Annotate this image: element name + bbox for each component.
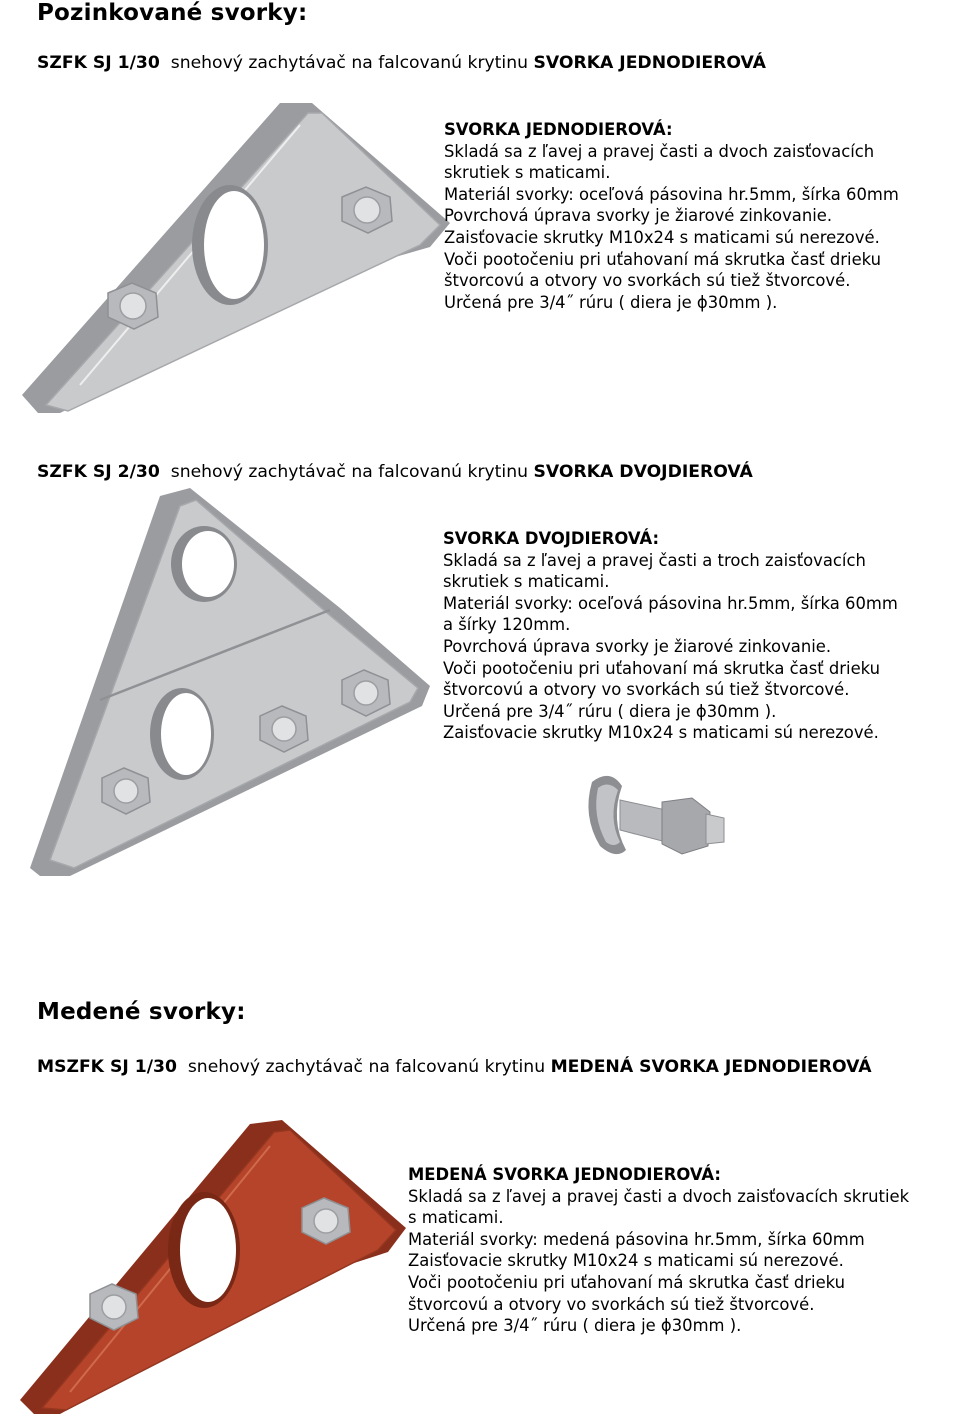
- product-line-szfk-sj-2-30: [37, 462, 753, 482]
- description-line: Určená pre 3/4˝ rúru ( diera je ϕ30mm ).: [443, 701, 777, 721]
- carriage-bolt-image: [582, 764, 732, 864]
- description-line: skrutiek s maticami.: [443, 572, 610, 592]
- description-line: Určená pre 3/4˝ rúru ( diera je ϕ30mm ).: [408, 1316, 742, 1336]
- description-zinc-double: [443, 528, 898, 744]
- clamp-hole-inner: [161, 693, 211, 775]
- description-line: Voči pootočeniu pri uťahovaní má skrutka časť drieku: [444, 249, 882, 269]
- clamp-hole-inner: [204, 191, 264, 299]
- description-line: Zaisťovacie skrutky M10x24 s maticami sú nerezové.: [408, 1251, 844, 1271]
- description-line: Povrchová úprava svorky je žiarové zinkovanie.: [443, 636, 832, 656]
- clamp-hole-inner: [182, 531, 234, 597]
- description-copper-single: [408, 1164, 909, 1337]
- description-line: Skladá sa z ľavej a pravej časti a dvoch zaisťovacích: [444, 141, 875, 161]
- description-line: Skladá sa z ľavej a pravej časti a dvoch zaisťovacích skrutiek: [408, 1186, 910, 1206]
- description-line: Zaisťovacie skrutky M10x24 s maticami sú nerezové.: [443, 723, 879, 743]
- nut-icon: [662, 798, 710, 854]
- product-name: SVORKA JEDNODIEROVÁ: [533, 53, 766, 73]
- description-title: SVORKA DVOJDIEROVÁ:: [443, 529, 660, 548]
- description-zinc-single: [444, 119, 899, 313]
- product-text: snehový zachytávač na falcovanú krytinu: [187, 1057, 546, 1077]
- zinc-double-hole-clamp-image: [30, 488, 430, 878]
- description-line: Voči pootočeniu pri uťahovaní má skrutka časť drieku: [443, 658, 881, 678]
- clamp-hole-inner: [180, 1198, 236, 1302]
- description-line: Voči pootočeniu pri uťahovaní má skrutka časť drieku: [408, 1272, 846, 1292]
- product-line-mszfk-sj-1-30: [37, 1057, 872, 1077]
- product-text: snehový zachytávač na falcovanú krytinu: [170, 53, 528, 73]
- description-line: Povrchová úprava svorky je žiarové zinkovanie.: [444, 206, 833, 226]
- product-text: snehový zachytávač na falcovanú krytinu: [170, 462, 528, 482]
- description-line: skrutiek s maticami.: [444, 163, 611, 183]
- description-line: Materiál svorky: medená pásovina hr.5mm, šírka 60mm: [408, 1229, 865, 1249]
- description-title: SVORKA JEDNODIEROVÁ:: [444, 120, 673, 139]
- description-line: štvorcovú a otvory vo svorkách sú tiež štvorcové.: [443, 680, 850, 700]
- section-heading-copper: Medené svorky:: [37, 999, 246, 1025]
- description-line: Skladá sa z ľavej a pravej časti a troch zaisťovacích: [443, 550, 866, 570]
- description-line: Materiál svorky: oceľová pásovina hr.5mm, šírka 60mm: [444, 184, 899, 204]
- product-line-szfk-sj-1-30: [37, 53, 766, 73]
- product-name: MEDENÁ SVORKA JEDNODIEROVÁ: [550, 1057, 872, 1077]
- description-line: štvorcovú a otvory vo svorkách sú tiež štvorcové.: [408, 1294, 815, 1314]
- product-code: SZFK SJ 1/30: [37, 53, 160, 73]
- description-line: Zaisťovacie skrutky M10x24 s maticami sú nerezové.: [444, 227, 880, 247]
- section-heading-galvanized: Pozinkované svorky:: [37, 0, 308, 26]
- description-line: a šírky 120mm.: [443, 615, 571, 635]
- bolt-thread-end: [706, 814, 724, 844]
- description-line: Materiál svorky: oceľová pásovina hr.5mm, šírka 60mm: [443, 593, 898, 613]
- description-title: MEDENÁ SVORKA JEDNODIEROVÁ:: [408, 1165, 721, 1184]
- description-line: s maticami.: [408, 1208, 504, 1228]
- copper-single-hole-clamp-image: [20, 1118, 410, 1418]
- product-code: SZFK SJ 2/30: [37, 462, 160, 482]
- product-code: MSZFK SJ 1/30: [37, 1057, 177, 1077]
- bolt-shank: [620, 800, 666, 842]
- description-line: štvorcovú a otvory vo svorkách sú tiež štvorcové.: [444, 271, 851, 291]
- product-name: SVORKA DVOJDIEROVÁ: [533, 462, 753, 482]
- zinc-single-hole-clamp-image: [20, 95, 450, 425]
- description-line: Určená pre 3/4˝ rúru ( diera je ϕ30mm ).: [444, 292, 778, 312]
